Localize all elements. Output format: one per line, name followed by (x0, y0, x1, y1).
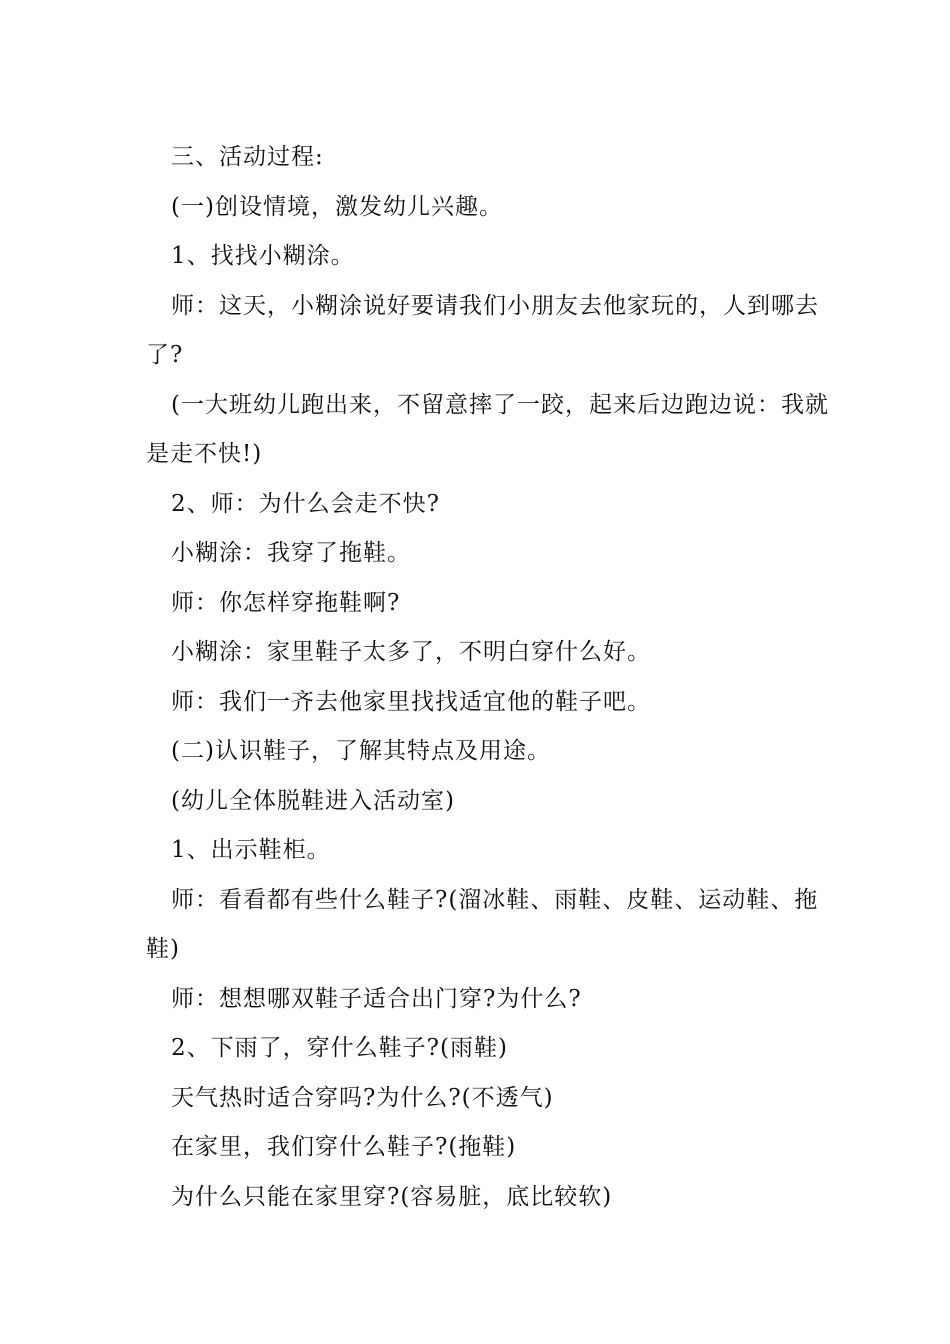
paragraph-question: 为什么只能在家里穿?(容易脏，底比较软) (171, 1183, 613, 1210)
paragraph-dialogue: 师：我们一齐去他家里找找适宜他的鞋子吧。 (171, 688, 651, 715)
paragraph-step: 2、下雨了，穿什么鞋子?(雨鞋) (171, 1035, 508, 1061)
paragraph-section-heading: 三、活动过程: (171, 144, 324, 170)
paragraph-step: 2、师：为什么会走不快? (171, 490, 440, 517)
paragraph-subsection-2: (二)认识鞋子，了解其特点及用途。 (171, 738, 551, 764)
paragraph-dialogue: 小糊涂：我穿了拖鞋。 (171, 540, 411, 566)
paragraph-question: 天气热时适合穿吗?为什么?(不透气) (171, 1084, 554, 1111)
paragraph-subsection-1: (一)创设情境，激发幼儿兴趣。 (171, 193, 503, 220)
paragraph-dialogue: 师：想想哪双鞋子适合出门穿?为什么? (171, 985, 582, 1012)
paragraph-stage-note: (一大班幼儿跑出来，不留意摔了一跤，起来后边跑边说：我就是走不快!) (146, 391, 829, 467)
paragraph-step: 1、出示鞋柜。 (171, 837, 331, 863)
paragraph-question: 在家里，我们穿什么鞋子?(拖鞋) (171, 1134, 517, 1160)
document-body (146, 133, 836, 1222)
paragraph-stage-note: (幼儿全体脱鞋进入活动室) (171, 787, 455, 814)
paragraph-dialogue: 师：这天，小糊涂说好要请我们小朋友去他家玩的，人到哪去了? (146, 292, 819, 368)
paragraph-dialogue: 师：你怎样穿拖鞋啊? (171, 589, 401, 616)
paragraph-dialogue: 小糊涂：家里鞋子太多了，不明白穿什么好。 (171, 639, 651, 665)
paragraph-step: 1、找找小糊涂。 (171, 243, 355, 269)
paragraph-dialogue: 师：看看都有些什么鞋子?(溜冰鞋、雨鞋、皮鞋、运动鞋、拖鞋) (146, 886, 819, 962)
